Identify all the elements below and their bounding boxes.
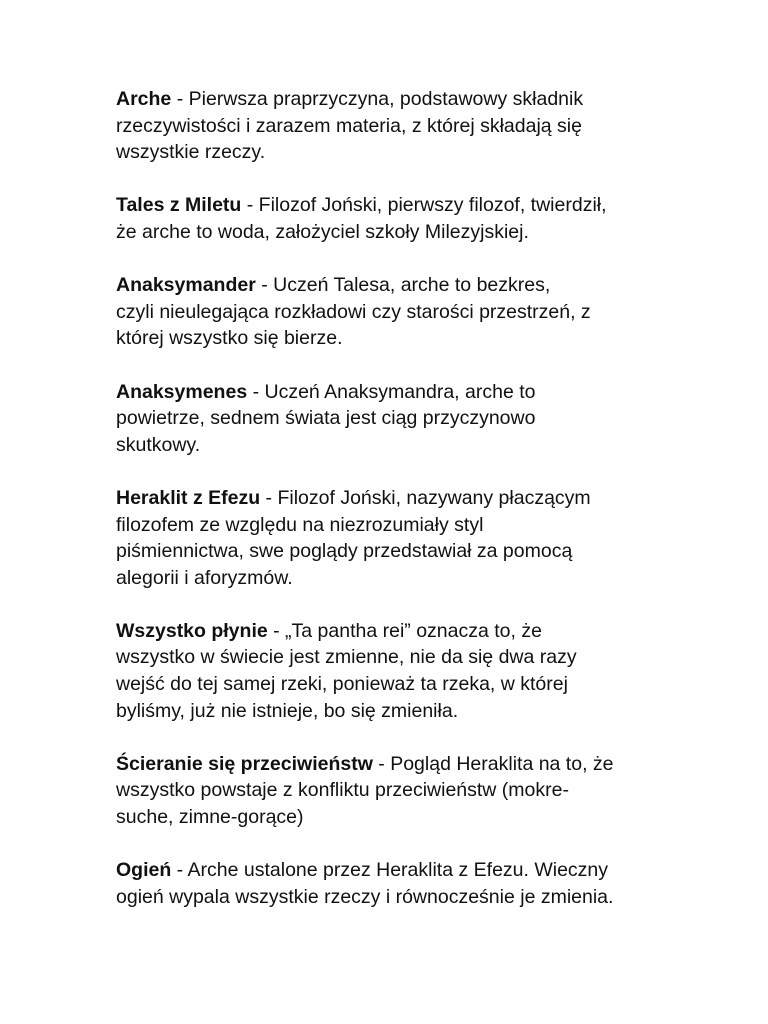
- entry-scieranie-sie-przeciwienstw: [116, 751, 676, 831]
- entry-text: że arche to woda, założyciel szkoły Milezyjskiej.: [116, 220, 529, 243]
- entry-term: Wszystko płynie: [116, 619, 268, 642]
- entry-first-line: [116, 751, 676, 778]
- entry-anaksymenes: [116, 379, 676, 459]
- entry-text: powietrze, sednem świata jest ciąg przyczynowo: [116, 407, 536, 430]
- entry-text: - Filozof Joński, nazywany płaczącym: [260, 486, 591, 509]
- entry-text: byliśmy, już nie istnieje, bo się zmieniła.: [116, 699, 459, 722]
- entry-term: Heraklit z Efezu: [116, 486, 261, 509]
- entry-term: Ogień: [116, 859, 172, 882]
- entry-text: - Pierwsza praprzyczyna, podstawowy składnik: [171, 88, 584, 110]
- entry-term: Tales z Miletu: [116, 194, 242, 217]
- entry-text: wszystko w świecie jest zmienne, nie da się dwa razy: [116, 646, 577, 669]
- entry-anaksymander: [116, 272, 676, 352]
- entry-text: rzeczywistości i zarazem materia, z której składają się: [116, 114, 582, 137]
- entry-text: ogień wypala wszystkie rzeczy i równocześnie je zmienia.: [116, 885, 614, 908]
- entry-term: Arche: [116, 88, 172, 110]
- entry-wszystko-plynie: [116, 618, 676, 724]
- entry-arche: [116, 86, 676, 166]
- entry-text: alegorii i aforyzmów.: [116, 566, 293, 589]
- entry-term: Ścieranie się przeciwieństw: [116, 752, 373, 775]
- entry-text: - Filozof Joński, pierwszy filozof, twierdził,: [241, 194, 607, 217]
- entry-first-line: [116, 272, 676, 299]
- entry-text: suche, zimne-gorące): [116, 806, 304, 829]
- entry-text: czyli nieulegająca rozkładowi czy starości przestrzeń, z: [116, 300, 591, 323]
- entry-term: Anaksymander: [116, 274, 256, 297]
- entry-text: - Arche ustalone przez Heraklita z Efezu. Wieczny: [171, 859, 609, 882]
- entry-ogien: [116, 857, 676, 910]
- entry-first-line: [116, 618, 676, 645]
- entry-text: wejść do tej samej rzeki, ponieważ ta rzeka, w której: [116, 673, 568, 696]
- entry-first-line: [116, 379, 676, 406]
- entry-term: Anaksymenes: [116, 380, 248, 403]
- entry-text: piśmiennictwa, swe poglądy przedstawiał za pomocą: [116, 540, 573, 563]
- document-body: [116, 86, 676, 937]
- entry-text: - Uczeń Anaksymandra, arche to: [247, 380, 536, 403]
- entry-text: - „Ta pantha rei” oznacza to, że: [267, 619, 542, 642]
- entry-text: której wszystko się bierze.: [116, 327, 343, 350]
- entry-text: wszystkie rzeczy.: [116, 141, 266, 164]
- entry-tales-z-miletu: [116, 192, 676, 245]
- entry-text: skutkowy.: [116, 433, 201, 456]
- entry-text: - Uczeń Talesa, arche to bezkres,: [255, 274, 551, 297]
- entry-first-line: [116, 857, 676, 884]
- entry-text: wszystko powstaje z konfliktu przeciwieństw (mokre-: [116, 779, 569, 802]
- entry-text: - Pogląd Heraklita na to, że: [372, 752, 614, 775]
- entry-text: filozofem ze względu na niezrozumiały styl: [116, 513, 484, 536]
- entry-heraklit-z-efezu: [116, 485, 676, 591]
- entry-first-line: [116, 485, 676, 512]
- entry-first-line: [116, 86, 676, 113]
- entry-first-line: [116, 192, 676, 219]
